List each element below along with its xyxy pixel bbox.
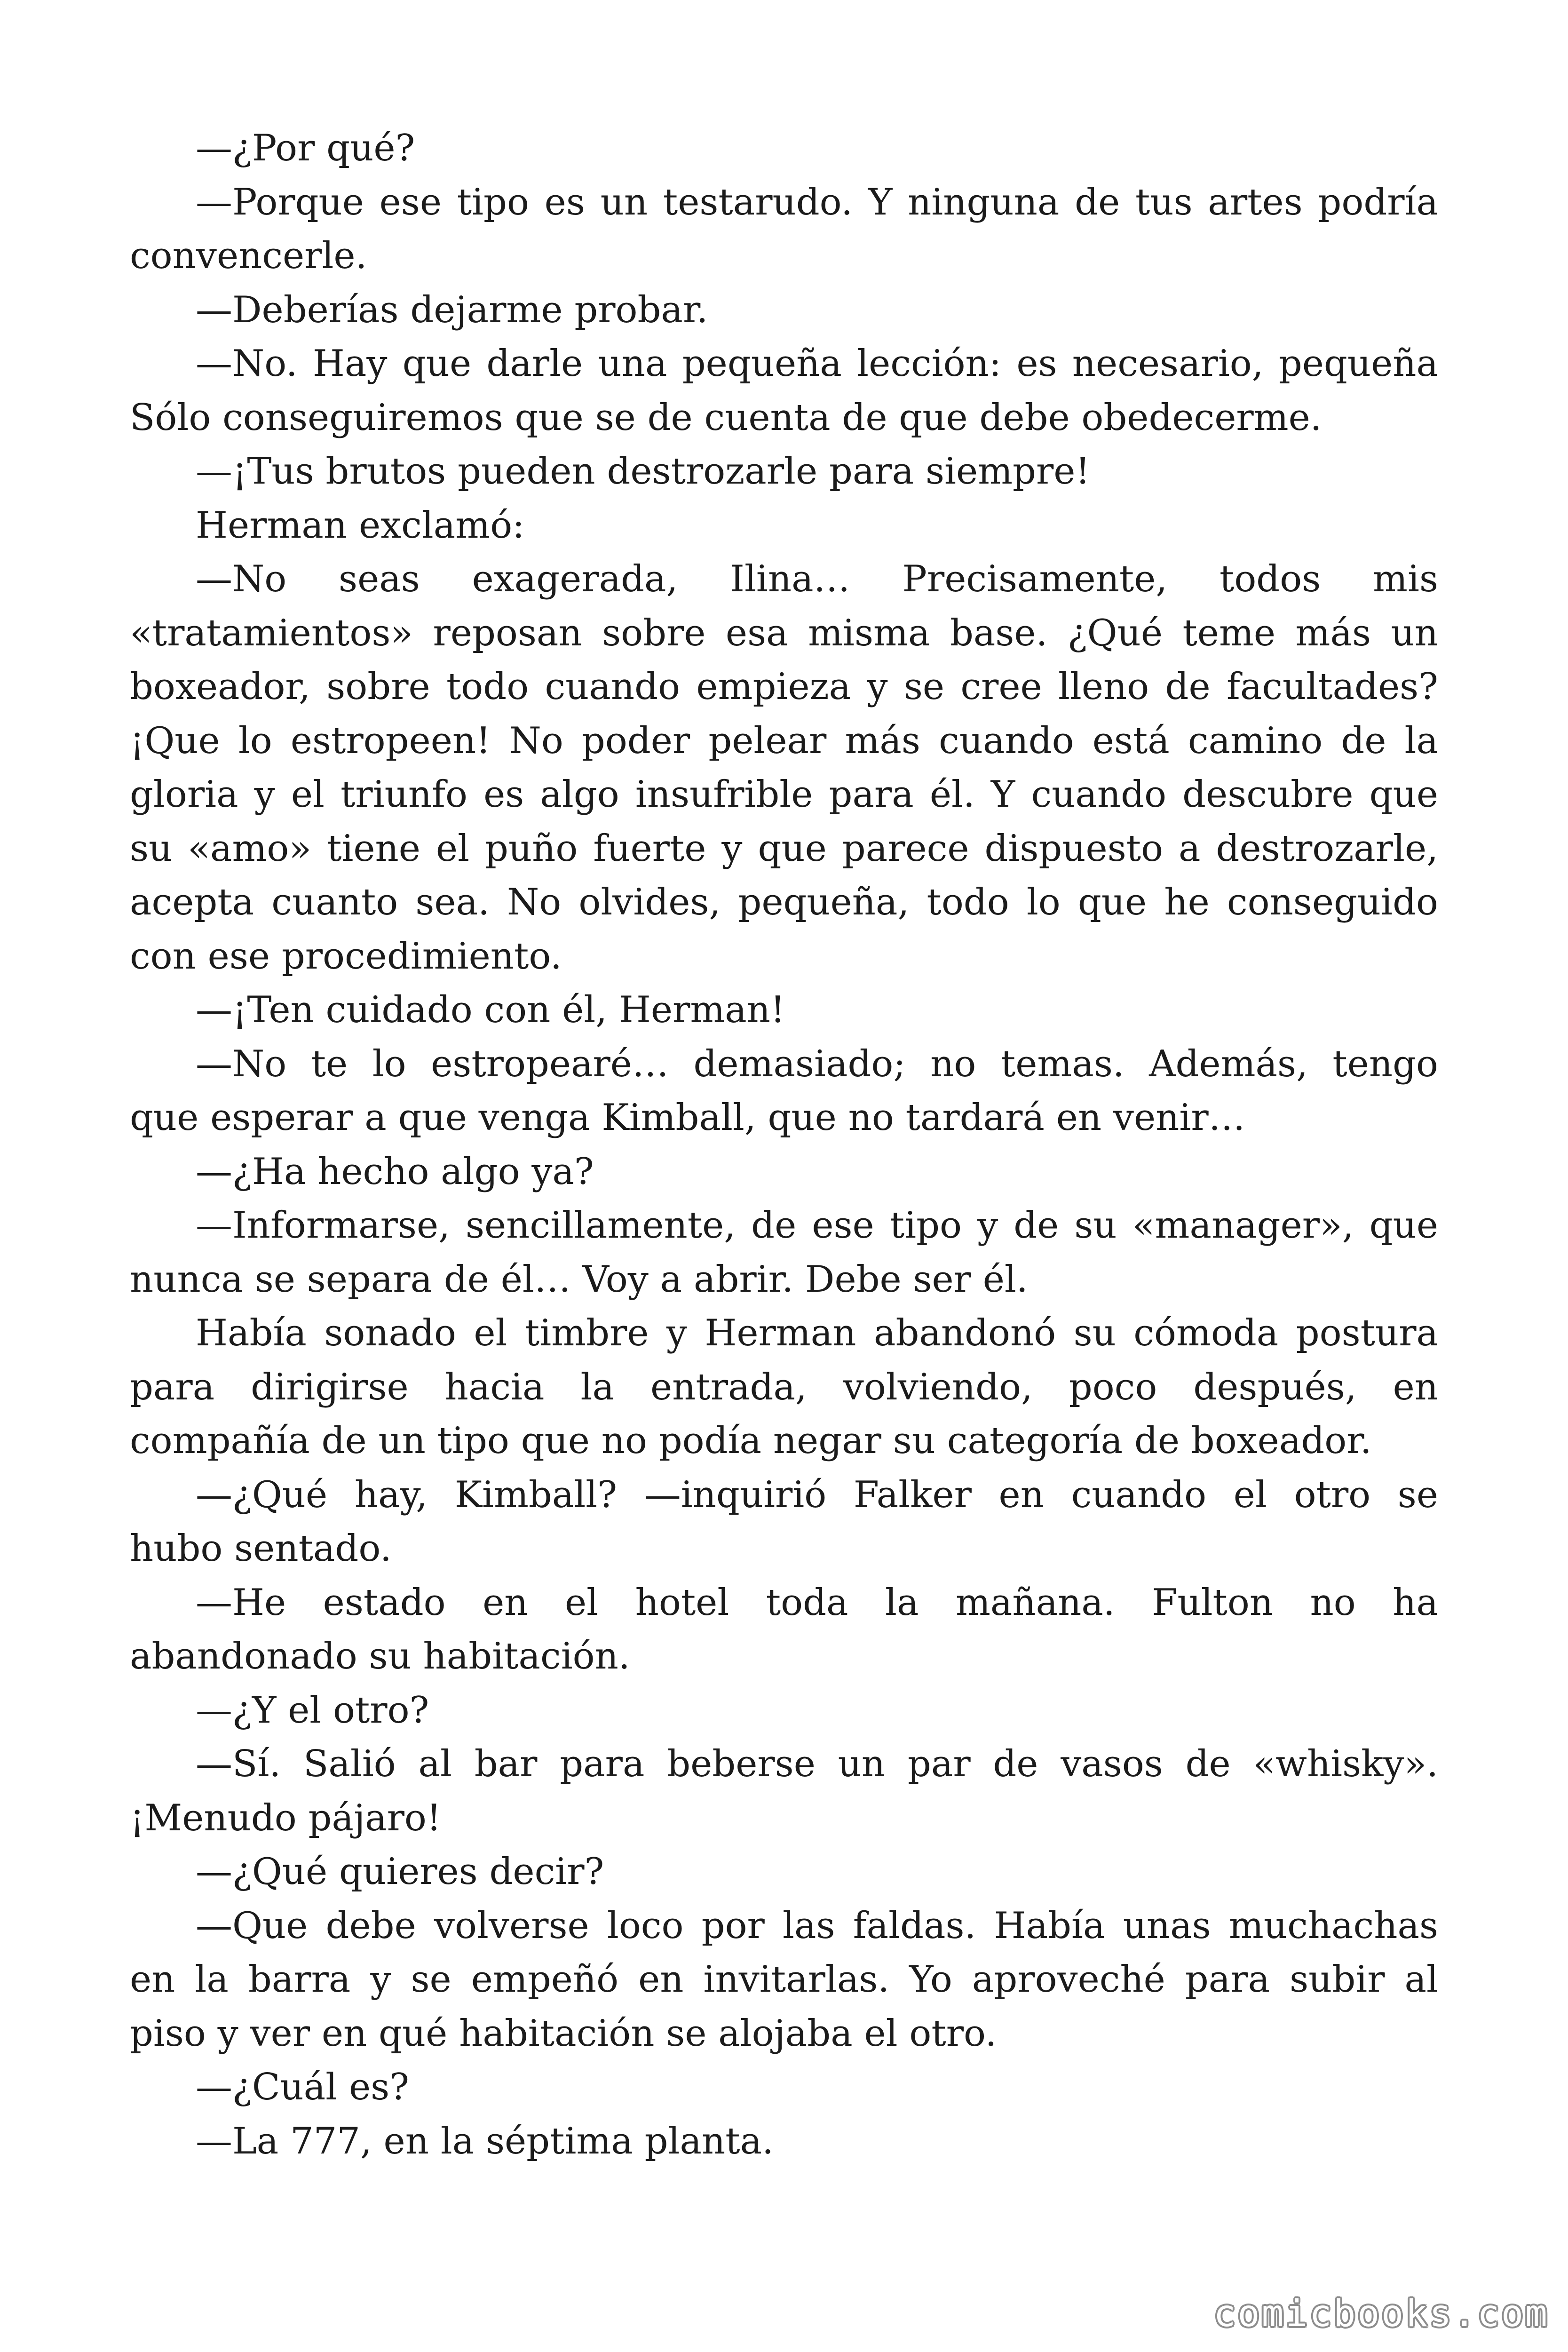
- text-line: hubo sentado.: [130, 1527, 392, 1570]
- text-line: —¿Ha hecho algo ya?: [196, 1150, 594, 1193]
- text-line: —No seas exagerada, Ilina… Precisamente, todos mis: [196, 558, 1438, 600]
- text-line: —¿Por qué?: [196, 127, 415, 169]
- text-line: —No te lo estropearé… demasiado; no temas. Además, tengo: [196, 1042, 1438, 1085]
- text-line: —Informarse, sencillamente, de ese tipo y de su «manager», que: [196, 1204, 1438, 1247]
- text-line: para dirigirse hacia la entrada, volviendo, poco después, en: [130, 1366, 1438, 1408]
- text-line: —¡Tus brutos pueden destrozarle para siempre!: [196, 450, 1090, 493]
- text-line: —¿Cuál es?: [196, 2066, 409, 2108]
- text-line: con ese procedimiento.: [130, 935, 562, 977]
- text-line: —¿Y el otro?: [196, 1689, 429, 1732]
- text-line: abandonado su habitación.: [130, 1635, 630, 1677]
- text-line: Herman exclamó:: [196, 504, 525, 547]
- text-line: acepta cuanto sea. No olvides, pequeña, todo lo que he conseguido: [130, 881, 1438, 923]
- text-line: que esperar a que venga Kimball, que no tardará en venir…: [130, 1097, 1245, 1139]
- text-line: «tratamientos» reposan sobre esa misma base. ¿Qué teme más un: [130, 612, 1438, 654]
- text-line: Sólo conseguiremos que se de cuenta de que debe obedecerme.: [130, 396, 1322, 439]
- text-line: Había sonado el timbre y Herman abandonó su cómoda postura: [196, 1312, 1438, 1354]
- text-line: piso y ver en qué habitación se alojaba el otro.: [130, 2012, 997, 2055]
- text-line: ¡Menudo pájaro!: [130, 1796, 442, 1839]
- text-line: nunca se separa de él… Voy a abrir. Debe ser él.: [130, 1258, 1028, 1301]
- text-line: —Sí. Salió al bar para beberse un par de vasos de «whisky».: [196, 1743, 1438, 1785]
- text-line: gloria y el triunfo es algo insufrible para él. Y cuando descubre que: [130, 773, 1438, 816]
- watermark-text: comicbooks.com: [1213, 2293, 1549, 2335]
- text-line: —He estado en el hotel toda la mañana. Fulton no ha: [196, 1581, 1438, 1624]
- text-line: —Que debe volverse loco por las faldas. Había unas muchachas: [196, 1904, 1438, 1947]
- text-line: convencerle.: [130, 235, 367, 277]
- text-line: —Porque ese tipo es un testarudo. Y ninguna de tus artes podría: [196, 181, 1438, 223]
- text-line: compañía de un tipo que no podía negar su categoría de boxeador.: [130, 1420, 1372, 1462]
- text-line: —No. Hay que darle una pequeña lección: es necesario, pequeña: [196, 342, 1438, 385]
- text-line: —¿Qué hay, Kimball? —inquirió Falker en cuando el otro se: [196, 1473, 1438, 1516]
- text-line: —¿Qué quieres decir?: [196, 1851, 604, 1893]
- text-line: —¡Ten cuidado con él, Herman!: [196, 989, 785, 1031]
- text-line: ¡Que lo estropeen! No poder pelear más cuando está camino de la: [130, 719, 1438, 762]
- body-text: [130, 121, 1438, 2168]
- text-line: en la barra y se empeñó en invitarlas. Yo aproveché para subir al: [130, 1958, 1438, 2001]
- text-line: su «amo» tiene el puño fuerte y que parece dispuesto a destrozarle,: [130, 827, 1438, 870]
- text-line: —Deberías dejarme probar.: [196, 288, 708, 331]
- text-line: boxeador, sobre todo cuando empieza y se cree lleno de facultades?: [130, 666, 1438, 708]
- text-line: —La 777, en la séptima planta.: [196, 2120, 774, 2162]
